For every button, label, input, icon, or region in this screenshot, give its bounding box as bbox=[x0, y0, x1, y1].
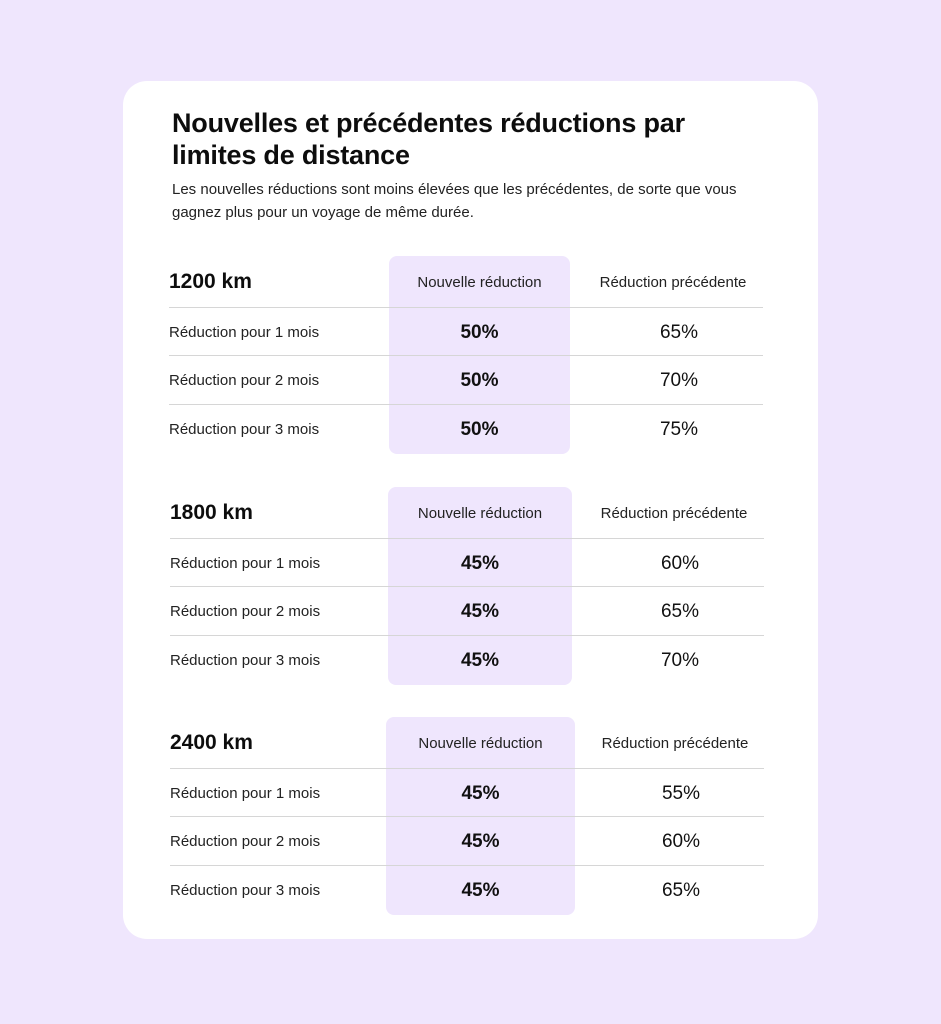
previous-discount-value: 65% bbox=[661, 879, 701, 901]
row-label: Réduction pour 1 mois bbox=[170, 555, 321, 572]
new-discount-value: 45% bbox=[461, 879, 500, 901]
page-subtitle: Les nouvelles réductions sont moins élevées que les précédentes, de sorte que vous gagnez plus pour un voyage de même durée. bbox=[172, 181, 737, 221]
info-card bbox=[123, 81, 818, 939]
previous-discount-value: 65% bbox=[659, 321, 699, 343]
row-label: Réduction pour 2 mois bbox=[170, 833, 321, 850]
row-label: Réduction pour 1 mois bbox=[169, 324, 320, 341]
previous-discount-header: Réduction précédente bbox=[599, 273, 747, 291]
row-label: Réduction pour 2 mois bbox=[170, 603, 321, 620]
new-discount-header: Nouvelle réduction bbox=[418, 734, 543, 752]
new-discount-value: 50% bbox=[460, 321, 499, 343]
new-discount-value: 45% bbox=[461, 830, 500, 852]
previous-discount-value: 70% bbox=[659, 369, 699, 391]
new-discount-value: 50% bbox=[460, 369, 499, 391]
discount-table-1800km bbox=[170, 487, 764, 685]
distance-heading: 1800 km bbox=[170, 501, 253, 524]
new-discount-header: Nouvelle réduction bbox=[417, 273, 542, 291]
previous-discount-value: 75% bbox=[659, 418, 699, 440]
new-discount-value: 45% bbox=[460, 552, 500, 574]
row-label: Réduction pour 1 mois bbox=[170, 785, 321, 802]
discount-table-1200km bbox=[169, 256, 763, 454]
previous-discount-value: 70% bbox=[660, 649, 700, 671]
row-label: Réduction pour 3 mois bbox=[170, 882, 321, 899]
previous-discount-header: Réduction précédente bbox=[601, 734, 749, 752]
previous-discount-value: 60% bbox=[661, 830, 701, 852]
row-label: Réduction pour 3 mois bbox=[170, 652, 321, 669]
discount-table-2400km bbox=[170, 717, 764, 915]
previous-discount-value: 60% bbox=[660, 552, 700, 574]
previous-discount-value: 65% bbox=[660, 600, 700, 622]
distance-heading: 1200 km bbox=[169, 270, 252, 293]
row-label: Réduction pour 2 mois bbox=[169, 372, 320, 389]
distance-heading: 2400 km bbox=[170, 731, 253, 754]
page-title: Nouvelles et précédentes réductions par limites de distance bbox=[172, 108, 685, 170]
new-discount-value: 50% bbox=[460, 418, 499, 440]
row-label: Réduction pour 3 mois bbox=[169, 421, 320, 438]
previous-discount-header: Réduction précédente bbox=[600, 504, 748, 522]
new-discount-value: 45% bbox=[460, 649, 500, 671]
new-discount-value: 45% bbox=[460, 600, 500, 622]
new-discount-header: Nouvelle réduction bbox=[417, 504, 543, 522]
previous-discount-value: 55% bbox=[661, 782, 701, 804]
new-discount-value: 45% bbox=[461, 782, 500, 804]
